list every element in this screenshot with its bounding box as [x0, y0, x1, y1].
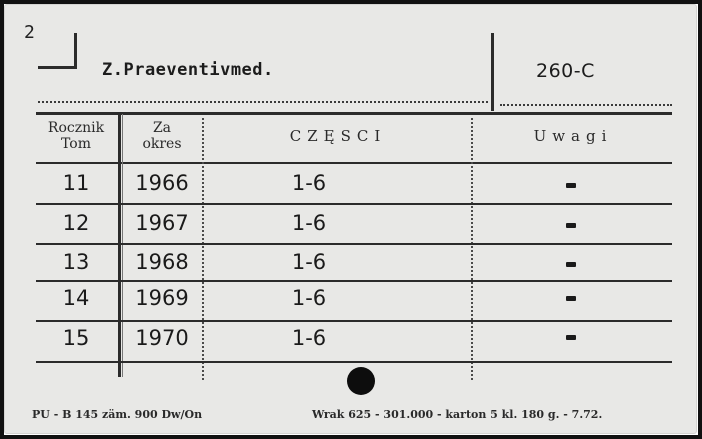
row-5-parts: 1-6	[291, 326, 327, 350]
header-tom: Tom	[61, 136, 91, 152]
row-rule-1	[36, 203, 672, 205]
row-3-tom: 13	[62, 250, 90, 274]
row-5-tom: 15	[62, 326, 90, 350]
row-rule-3	[36, 280, 672, 282]
row-rule-4	[36, 320, 672, 322]
corner-mark-vertical	[74, 33, 77, 69]
row-5-year: 1970	[135, 326, 189, 350]
header-uwagi: Uwagi	[533, 127, 613, 145]
column-line-4	[471, 118, 473, 380]
signature-dotted-line	[500, 104, 672, 106]
header-bottom-rule	[36, 162, 672, 164]
header-za: Za	[152, 120, 172, 136]
footer-paper-info: Wrak 625 - 301.000 - karton 5 kl. 180 g. - 7.72.	[312, 408, 603, 421]
column-line-2	[122, 114, 123, 377]
row-1-parts: 1-6	[291, 171, 327, 195]
shelf-signature: 260-C	[536, 60, 595, 82]
header-za-okres	[124, 120, 200, 152]
row-2-year: 1967	[135, 211, 189, 235]
column-line-1	[118, 114, 121, 377]
row-1-tom: 11	[62, 171, 90, 195]
punch-hole	[347, 367, 375, 395]
row-5-note-dash	[566, 335, 576, 340]
row-4-note-dash	[566, 296, 576, 301]
row-2-tom: 12	[62, 211, 90, 235]
journal-title: Z.Praeventivmed.	[102, 60, 274, 80]
row-rule-2	[36, 243, 672, 245]
row-1-year: 1966	[135, 171, 189, 195]
footer-print-info: PU - B 145 zäm. 900 Dw/On	[32, 408, 203, 421]
header-separator	[491, 33, 494, 111]
row-rule-5	[36, 361, 672, 363]
column-line-3	[202, 118, 204, 380]
card-number: 2	[24, 22, 35, 43]
header-czesci: CZĘSCI	[289, 127, 387, 145]
row-3-parts: 1-6	[291, 250, 327, 274]
header-rocznik-tom	[36, 120, 116, 152]
title-dotted-line	[38, 101, 488, 103]
row-3-note-dash	[566, 262, 576, 267]
row-1-note-dash	[566, 183, 576, 188]
header-rocznik: Rocznik	[47, 120, 105, 136]
row-4-parts: 1-6	[291, 286, 327, 310]
row-2-parts: 1-6	[291, 211, 327, 235]
row-3-year: 1968	[135, 250, 189, 274]
corner-mark-horizontal	[38, 66, 77, 69]
table-top-rule	[36, 112, 672, 115]
row-2-note-dash	[566, 223, 576, 228]
row-4-tom: 14	[62, 286, 90, 310]
row-4-year: 1969	[135, 286, 189, 310]
header-okres: okres	[142, 136, 182, 152]
